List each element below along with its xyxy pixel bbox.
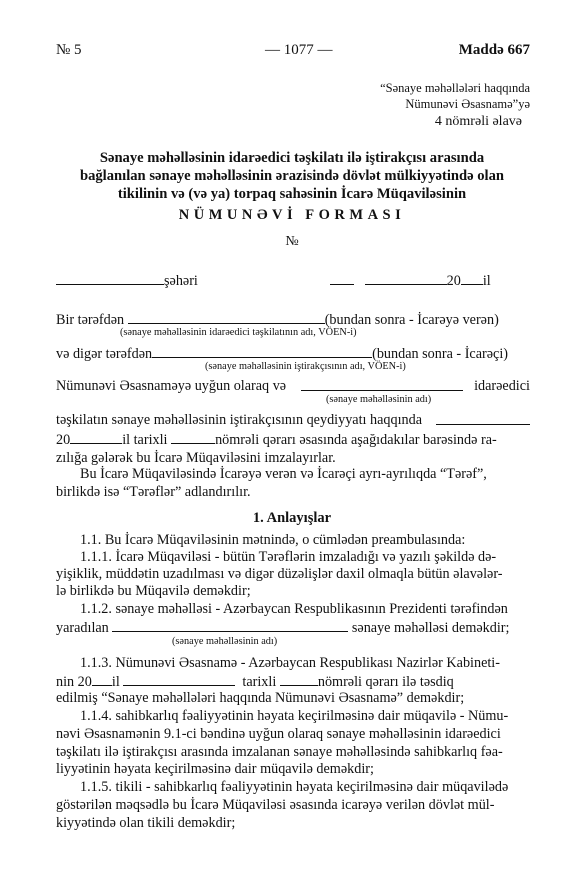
annex-line-1: “Sənaye məhəllələri haqqında [380,81,530,95]
para-1-1-3-a: 1.1.3. Nümunəvi Əsasnamə - Azərbaycan Respublikası Nazirlər Kabineti- [80,655,500,671]
basis-hint: (sənaye məhəlləsinin adı) [326,394,432,405]
para-1-1-3-b-20: nin 20 [56,674,92,690]
first-party-label: Bir tərəfdən [56,312,125,328]
para-1-1-3-b [56,673,454,691]
basis-left: Nümunəvi Əsasnaməyə uyğun olaraq və [56,378,287,394]
para-1-1-5-a: 1.1.5. tikili - sahibkarlıq fəaliyyətinin həyata keçirilməsinə dair müqavilədə [80,779,509,795]
para-1-1-4-c: təşkilatı ilə iştirakçısı arasında imzalanan sənaye məhəlləsində sahibkarlıq fəa- [56,744,503,760]
place-date-left [56,272,198,290]
title-line-2: bağlanılan sənaye məhəlləsinin ərazisində dövlət mülkiyyətində olan [79,168,505,184]
article-number: Maddə 667 [458,42,530,58]
para-1-1-5-c: kiyyətində olan tikili deməkdir; [56,815,236,831]
para-1-1-2-a: 1.1.2. sənaye məhəlləsi - Azərbaycan Respublikasının Prezidenti tərəfindən [80,601,508,617]
decision-il-tarixli: il tarixli [122,432,168,448]
approval-number-blank[interactable] [280,673,318,686]
number-sign: № [285,234,299,249]
approval-year-blank[interactable] [92,673,112,686]
para-1-1-3-c: edilmiş “Sənaye məhəllələri haqqında Nümunəvi Əsasnamə” deməkdir; [56,690,465,706]
section-1-heading: 1. Anlayışlar [252,510,332,526]
para-1-1-4-d: liyyətinin həyata keçirilməsinə dair müqavilə deməkdir; [56,761,374,777]
place-date-right [330,272,491,290]
city-blank[interactable] [56,272,164,285]
annex-line-2: Nümunəvi Əsasnamə”yə [405,97,530,111]
decision-year-blank[interactable] [70,431,122,444]
city-word: şəhəri [164,273,198,289]
title-line-1: Sənaye məhəlləsinin idarəedici təşkilatı ilə iştirakçısı arasında [99,150,485,166]
park-name-blank[interactable] [112,619,348,632]
page-number: — 1077 — [265,42,333,58]
para-1-1-3-b-tarixli: tarixli [242,674,277,690]
second-party-after: (bundan sonra - İcarəçi) [372,346,508,362]
second-party-label: və digər tərəfdən [56,346,153,362]
para-1-1: 1.1. Bu İcarə Müqaviləsinin mətnində, o cümlədən preambulasında: [80,532,466,548]
para-1-1-2-b-left: yaradılan [56,620,109,636]
year-prefix: 20 [446,273,461,289]
second-party-hint: (sənaye məhəlləsinin iştirakçısının adı, VÖEN-i) [205,361,406,372]
issue-number: № 5 [56,42,82,58]
para-1-1-2-hint: (sənaye məhəlləsinin adı) [172,636,278,647]
first-party-blank[interactable] [128,311,325,324]
title-line-3: tikilinin və (və ya) torpaq sahəsinin İcarə Müqaviləsinin [117,186,467,202]
year-blank[interactable] [461,272,483,285]
registration-blank-wrap [436,412,530,430]
decision-number-blank[interactable] [171,431,215,444]
month-blank[interactable] [365,272,447,285]
para-1-1-1-b: yişiklik, müddətin uzadılması və digər düzəlişlər daxil olmaqla bütün əlavələr- [56,566,503,582]
basis-right: idarəedici [474,378,530,394]
first-party-hint: (sənaye məhəlləsinin idarəedici təşkilatının adı, VÖEN-i) [120,327,357,338]
basis-blank[interactable] [301,378,463,391]
registration-blank[interactable] [436,412,530,425]
annex-line-3: 4 nömrəli əlavə [434,114,522,129]
para-1-1-4-b: nəvi Əsasnamənin 9.1-ci bəndinə uyğun olaraq sənaye məhəlləsinin idarəedici [56,726,501,742]
para-1-1-1-a: 1.1.1. İcarə Müqaviləsi - bütün Tərəflərin imzaladığı və yazılı şəkildə də- [80,549,497,565]
second-party-blank[interactable] [152,345,372,358]
parties-definition-2: birlikdə isə “Tərəflər” adlandırılır. [56,484,251,500]
parties-definition-1: Bu İcarə Müqaviləsində İcarəyə verən və İcarəçi ayrı-ayrılıqda “Tərəf”, [80,466,487,482]
form-heading: NÜMUNƏVİ FORMASI [178,207,406,223]
decision-text: nömrəli qərarı əsasında aşağıdakılar barəsində ra- [215,432,497,448]
para-1-1-1-c: lə birlikdə bu Müqavilə deməkdir; [56,583,251,599]
year-suffix: il [482,273,491,289]
registration-text: təşkilatın sənaye məhəlləsinin iştirakçısının qeydiyyatı haqqında [56,412,423,428]
para-1-1-2-b [56,619,509,637]
approval-date-blank[interactable] [123,673,235,686]
agree-line: zılığa gələrək bu İcarə Müqaviləsini imzalayırlar. [56,450,336,466]
decision-line [56,431,497,449]
para-1-1-2-b-right: sənaye məhəlləsi deməkdir; [351,620,510,636]
para-1-1-4-a: 1.1.4. sahibkarlıq fəaliyyətinin həyata keçirilməsinə dair müqavilə - Nümu- [80,708,509,724]
para-1-1-3-b-il: il [111,674,120,690]
decision-20: 20 [56,432,71,448]
para-1-1-3-b-rest: nömrəli qərarı ilə təsdiq [317,674,454,690]
para-1-1-5-b: göstərilən məqsədlə bu İcarə Müqaviləsi əsasında icarəyə verilən dövlət mül- [56,797,495,813]
first-party-after: (bundan sonra - İcarəyə verən) [324,312,499,328]
day-blank[interactable] [330,272,354,285]
